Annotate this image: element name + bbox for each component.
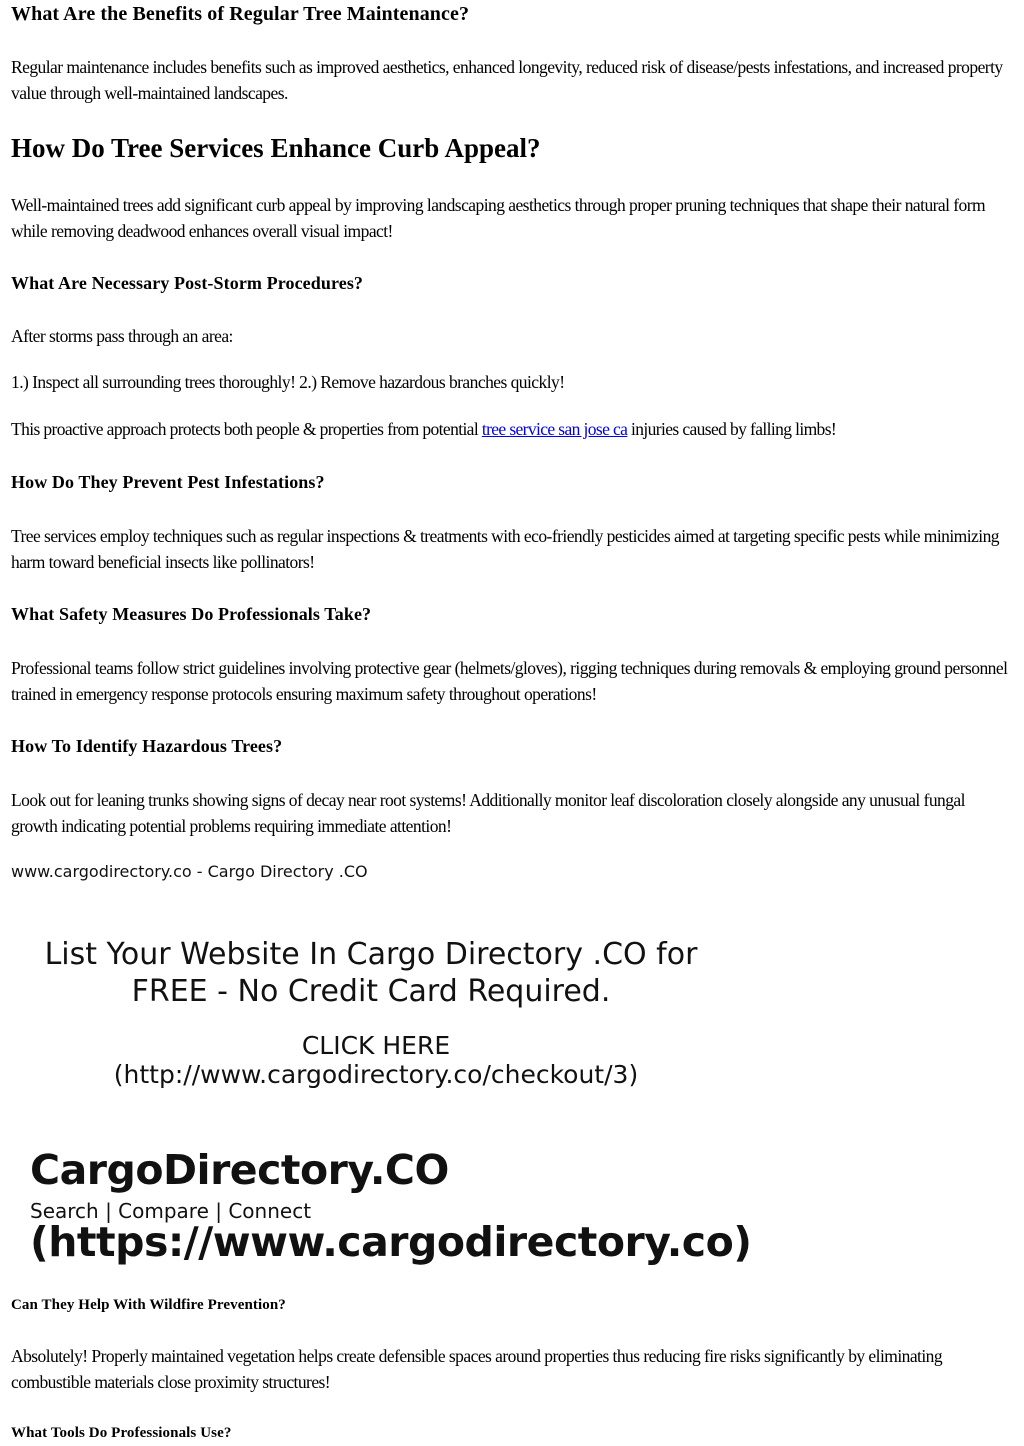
post-storm-intro: After storms pass through an area:	[11, 326, 233, 346]
safety-heading: What Safety Measures Do Professionals Take?	[11, 604, 372, 624]
wildfire-text: Absolutely! Properly maintained vegetation helps create defensible spaces around properties thus reducing fire risks significantly by eliminating combustible materials close proximity structures!	[11, 1346, 943, 1392]
post-storm-text-before: This proactive approach protects both people & properties from potential	[11, 419, 482, 439]
post-storm-text	[11, 416, 1015, 442]
cargo-brand-url[interactable]: (https://www.cargodirectory.co)	[30, 1218, 752, 1266]
tree-service-link[interactable]: tree service san jose ca	[481, 419, 628, 439]
wildfire-heading: Can They Help With Wildfire Prevention?	[11, 1297, 286, 1313]
cargo-tagline: Search | Compare | Connect	[30, 1199, 312, 1223]
cargo-brand-name: CargoDirectory.CO	[30, 1146, 449, 1194]
curb-appeal-heading: How Do Tree Services Enhance Curb Appeal?	[11, 133, 541, 163]
cargo-site-line: www.cargodirectory.co - Cargo Directory .CO	[11, 862, 368, 881]
cargo-promo-line2: FREE - No Credit Card Required.	[131, 974, 611, 1009]
benefits-text: Regular maintenance includes benefits such as improved aesthetics, enhanced longevity, reduced risk of disease/pests infestations, and increased property value through well-maintained landscapes.	[11, 57, 1003, 103]
hazardous-heading: How To Identify Hazardous Trees?	[11, 736, 283, 756]
pests-text: Tree services employ techniques such as regular inspections & treatments with eco-friendly pesticides aimed at targeting specific pests while minimizing harm toward beneficial insects like pollinators!	[11, 526, 999, 572]
cargo-promo-line1: List Your Website In Cargo Directory .CO for	[44, 937, 698, 972]
pests-heading: How Do They Prevent Pest Infestations?	[11, 472, 325, 492]
safety-text: Professional teams follow strict guidelines involving protective gear (helmets/gloves), rigging techniques during removals & employing ground personnel trained in emergency response protocols ensuring maximum safety throughout operations!	[11, 658, 1008, 704]
cargo-click-here[interactable]: CLICK HERE	[301, 1031, 451, 1060]
benefits-heading: What Are the Benefits of Regular Tree Maintenance?	[11, 3, 470, 25]
post-storm-heading: What Are Necessary Post-Storm Procedures?	[11, 273, 364, 293]
tools-heading: What Tools Do Professionals Use?	[11, 1425, 232, 1441]
post-storm-steps: 1.) Inspect all surrounding trees thoroughly! 2.) Remove hazardous branches quickly!	[11, 372, 565, 392]
curb-appeal-text: Well-maintained trees add significant curb appeal by improving landscaping aesthetics through proper pruning techniques that shape their natural form while removing deadwood enhances overall visual impact!	[11, 195, 986, 241]
cargo-checkout-url[interactable]: (http://www.cargodirectory.co/checkout/3)	[113, 1060, 639, 1089]
hazardous-text: Look out for leaning trunks showing signs of decay near root systems! Additionally monitor leaf discoloration closely alongside any unusual fungal growth indicating potential problems requiring immediate attention!	[11, 790, 965, 836]
post-storm-text-after: injuries caused by falling limbs!	[627, 419, 837, 439]
